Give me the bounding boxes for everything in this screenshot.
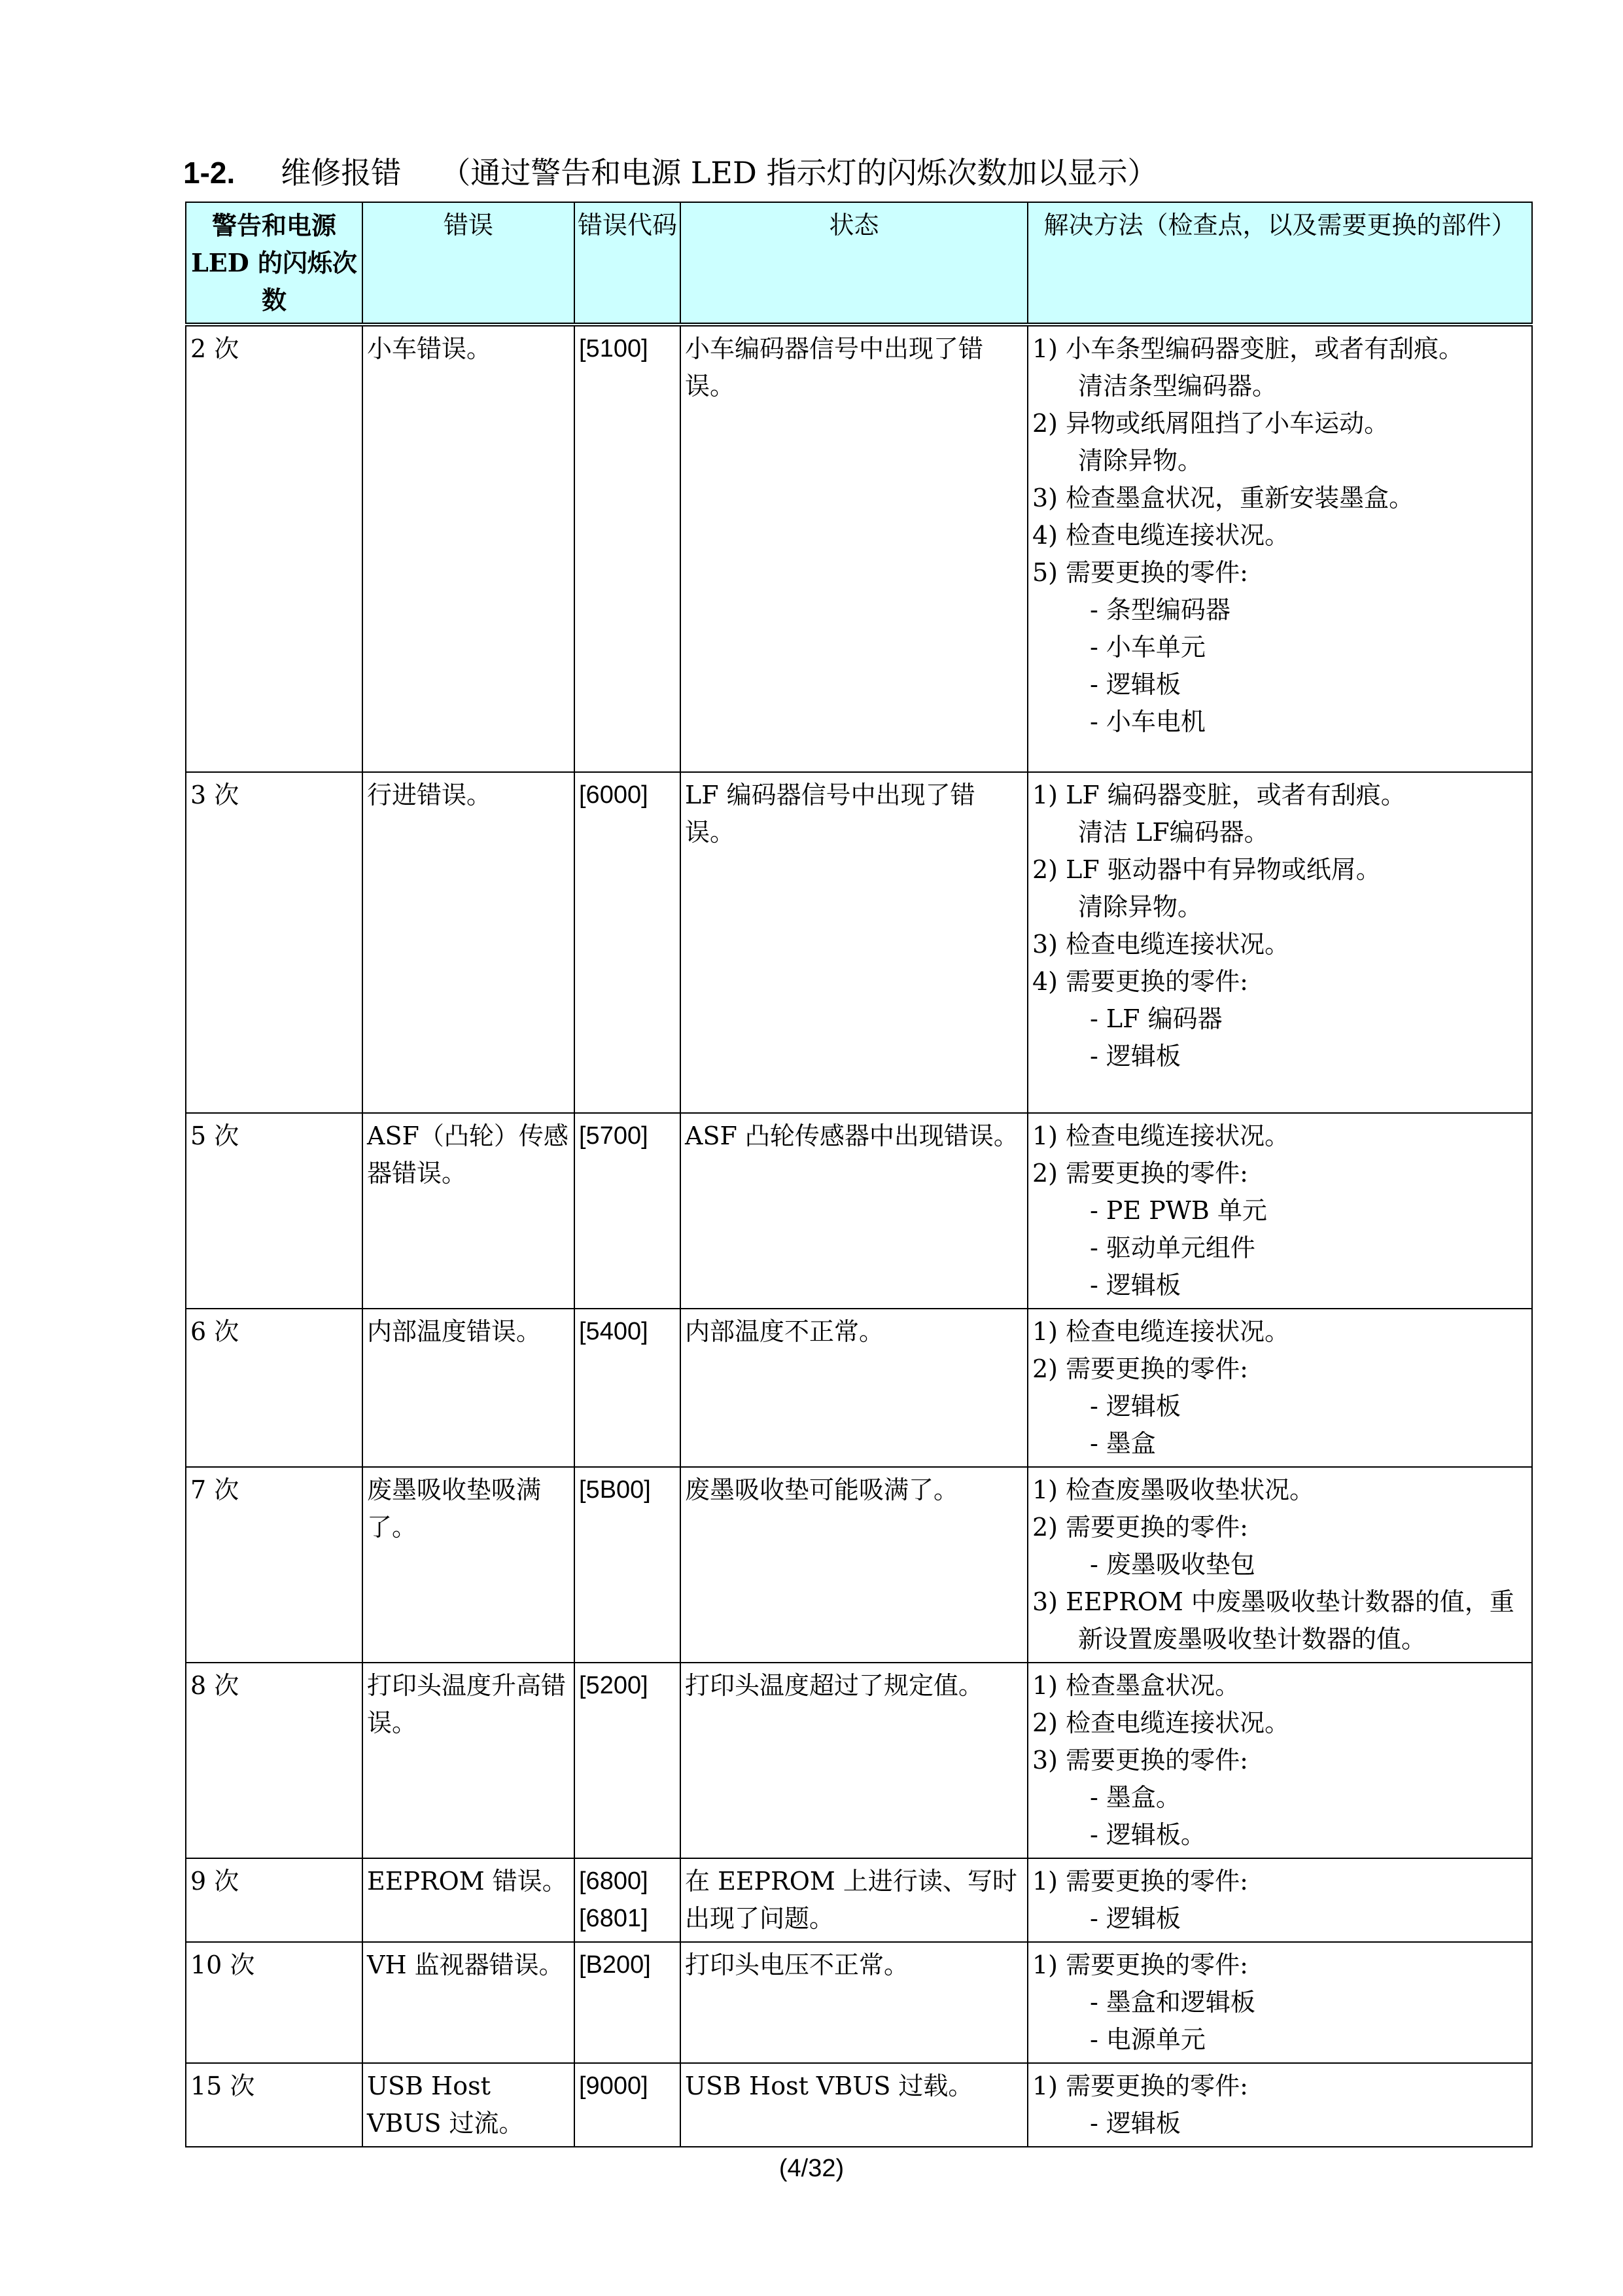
solution-cell xyxy=(1028,1309,1532,1467)
page-title xyxy=(183,149,1158,192)
led-count-cell: 7 次 xyxy=(186,1467,362,1663)
error-cell: EEPROM 错误。 xyxy=(362,1858,574,1942)
header-led-count: 警告和电源 LED 的闪烁次数 xyxy=(186,202,362,325)
solution-line: 1) 检查墨盒状况。 xyxy=(1032,1671,1240,1700)
solution-line: 1) 小车条型编码器变脏，或者有刮痕。 xyxy=(1032,334,1464,363)
led-count-cell: 6 次 xyxy=(186,1309,362,1467)
solution-cell xyxy=(1028,1942,1532,2063)
solution-line: 1) 需要更换的零件: xyxy=(1032,2072,1248,2100)
code-cell: [5100] xyxy=(574,325,680,772)
solution-line: 2) 需要更换的零件: xyxy=(1032,1159,1248,1188)
solution-line: 3) 检查电缆连接状况。 xyxy=(1032,930,1290,959)
error-cell: 小车错误。 xyxy=(362,325,574,772)
table-row xyxy=(186,1467,1532,1663)
code-cell: [5B00] xyxy=(574,1467,680,1663)
solution-line: - 逻辑板 xyxy=(1090,1392,1181,1421)
solution-line: - 废墨吸收垫包 xyxy=(1090,1550,1255,1579)
solution-cell xyxy=(1028,2063,1532,2147)
error-cell: ASF（凸轮）传感器错误。 xyxy=(362,1113,574,1309)
status-cell: 打印头温度超过了规定值。 xyxy=(680,1663,1028,1858)
solution-line: - 驱动单元组件 xyxy=(1090,1233,1255,1262)
solution-line: - 墨盒和逻辑板 xyxy=(1090,1988,1255,2017)
table-row xyxy=(186,772,1532,1113)
solution-line: - 逻辑板 xyxy=(1090,670,1181,699)
code-cell: [6000] xyxy=(574,772,680,1113)
solution-line: 2) 异物或纸屑阻挡了小车运动。 xyxy=(1032,409,1389,438)
header-error: 错误 xyxy=(362,202,574,325)
solution-line: 3) EEPROM 中废墨吸收垫计数器的值，重 xyxy=(1032,1587,1514,1616)
table-row xyxy=(186,1663,1532,1858)
led-count-cell: 2 次 xyxy=(186,325,362,772)
solution-line: - 电源单元 xyxy=(1090,2025,1206,2054)
error-table xyxy=(185,202,1533,2147)
status-cell: 小车编码器信号中出现了错误。 xyxy=(680,325,1028,772)
solution-line: 1) 检查废墨吸收垫状况。 xyxy=(1032,1475,1315,1504)
code-cell: [9000] xyxy=(574,2063,680,2147)
solution-line: 2) LF 驱动器中有异物或纸屑。 xyxy=(1032,855,1381,884)
status-cell: ASF 凸轮传感器中出现错误。 xyxy=(680,1113,1028,1309)
solution-line: 1) 需要更换的零件: xyxy=(1032,1867,1248,1896)
error-cell: 打印头温度升高错误。 xyxy=(362,1663,574,1858)
status-cell: 废墨吸收垫可能吸满了。 xyxy=(680,1467,1028,1663)
table-row xyxy=(186,325,1532,772)
error-cell: VH 监视器错误。 xyxy=(362,1942,574,2063)
error-cell: USB Host VBUS 过流。 xyxy=(362,2063,574,2147)
error-cell: 废墨吸收垫吸满了。 xyxy=(362,1467,574,1663)
solution-line: - 条型编码器 xyxy=(1090,595,1230,624)
header-code: 错误代码 xyxy=(574,202,680,325)
solution-line: 1) LF 编码器变脏，或者有刮痕。 xyxy=(1032,781,1406,809)
solution-line: 2) 检查电缆连接状况。 xyxy=(1032,1708,1290,1737)
solution-line: 1) 需要更换的零件: xyxy=(1032,1951,1248,1979)
status-cell: USB Host VBUS 过载。 xyxy=(680,2063,1028,2147)
solution-cell xyxy=(1028,772,1532,1113)
header-status: 状态 xyxy=(680,202,1028,325)
led-count-cell: 3 次 xyxy=(186,772,362,1113)
table-row xyxy=(186,1858,1532,1942)
solution-line: 清洁条型编码器。 xyxy=(1078,372,1278,400)
table-row xyxy=(186,2063,1532,2147)
solution-line: 5) 需要更换的零件: xyxy=(1032,558,1248,587)
status-cell: LF 编码器信号中出现了错误。 xyxy=(680,772,1028,1113)
solution-line: - 逻辑板 xyxy=(1090,1904,1181,1933)
solution-line: 4) 需要更换的零件: xyxy=(1032,967,1248,996)
table-row xyxy=(186,1309,1532,1467)
code-cell: [6800] [6801] xyxy=(574,1858,680,1942)
section-title: 维修报错 xyxy=(281,155,402,190)
led-count-cell: 15 次 xyxy=(186,2063,362,2147)
error-cell: 内部温度错误。 xyxy=(362,1309,574,1467)
led-count-cell: 8 次 xyxy=(186,1663,362,1858)
header-solution: 解决方法（检查点，以及需要更换的部件） xyxy=(1028,202,1532,325)
page-number: (4/32) xyxy=(778,2155,845,2182)
solution-line: 1) 检查电缆连接状况。 xyxy=(1032,1317,1290,1346)
solution-cell xyxy=(1028,1858,1532,1942)
section-note: （通过警告和电源 LED 指示灯的闪烁次数加以显示） xyxy=(440,155,1158,190)
solution-line: 4) 检查电缆连接状况。 xyxy=(1032,521,1290,550)
code-cell: [5700] xyxy=(574,1113,680,1309)
solution-line: - 墨盒。 xyxy=(1090,1783,1181,1812)
solution-line: - 逻辑板。 xyxy=(1090,1820,1206,1849)
solution-line: 1) 检查电缆连接状况。 xyxy=(1032,1122,1290,1150)
solution-line: 2) 需要更换的零件: xyxy=(1032,1354,1248,1383)
solution-line: - 小车电机 xyxy=(1090,707,1206,736)
code-cell: [5200] xyxy=(574,1663,680,1858)
status-cell: 在 EEPROM 上进行读、写时出现了问题。 xyxy=(680,1858,1028,1942)
code-cell: [B200] xyxy=(574,1942,680,2063)
solution-line: 清除异物。 xyxy=(1078,446,1203,475)
solution-cell xyxy=(1028,1663,1532,1858)
section-number: 1-2. xyxy=(183,156,236,190)
status-cell: 内部温度不正常。 xyxy=(680,1309,1028,1467)
solution-line: 新设置废墨吸收垫计数器的值。 xyxy=(1078,1625,1427,1653)
solution-line: - 墨盒 xyxy=(1090,1429,1156,1458)
solution-line: 3) 需要更换的零件: xyxy=(1032,1746,1248,1775)
solution-line: - 小车单元 xyxy=(1090,633,1206,662)
table-row xyxy=(186,1113,1532,1309)
solution-line: - 逻辑板 xyxy=(1090,1271,1181,1299)
led-count-cell: 5 次 xyxy=(186,1113,362,1309)
solution-cell xyxy=(1028,1467,1532,1663)
solution-line: 清除异物。 xyxy=(1078,892,1203,921)
solution-line: 清洁 LF编码器。 xyxy=(1078,818,1269,847)
solution-line: - 逻辑板 xyxy=(1090,2109,1181,2138)
table-row xyxy=(186,1942,1532,2063)
solution-cell xyxy=(1028,1113,1532,1309)
led-count-cell: 9 次 xyxy=(186,1858,362,1942)
solution-cell xyxy=(1028,325,1532,772)
solution-line: 2) 需要更换的零件: xyxy=(1032,1513,1248,1542)
code-cell: [5400] xyxy=(574,1309,680,1467)
solution-line: - 逻辑板 xyxy=(1090,1042,1181,1070)
solution-line: 3) 检查墨盒状况，重新安装墨盒。 xyxy=(1032,484,1414,512)
solution-line: - PE PWB 单元 xyxy=(1090,1196,1267,1225)
error-cell: 行进错误。 xyxy=(362,772,574,1113)
solution-line: - LF 编码器 xyxy=(1090,1004,1223,1033)
header-row xyxy=(186,202,1532,325)
status-cell: 打印头电压不正常。 xyxy=(680,1942,1028,2063)
led-count-cell: 10 次 xyxy=(186,1942,362,2063)
